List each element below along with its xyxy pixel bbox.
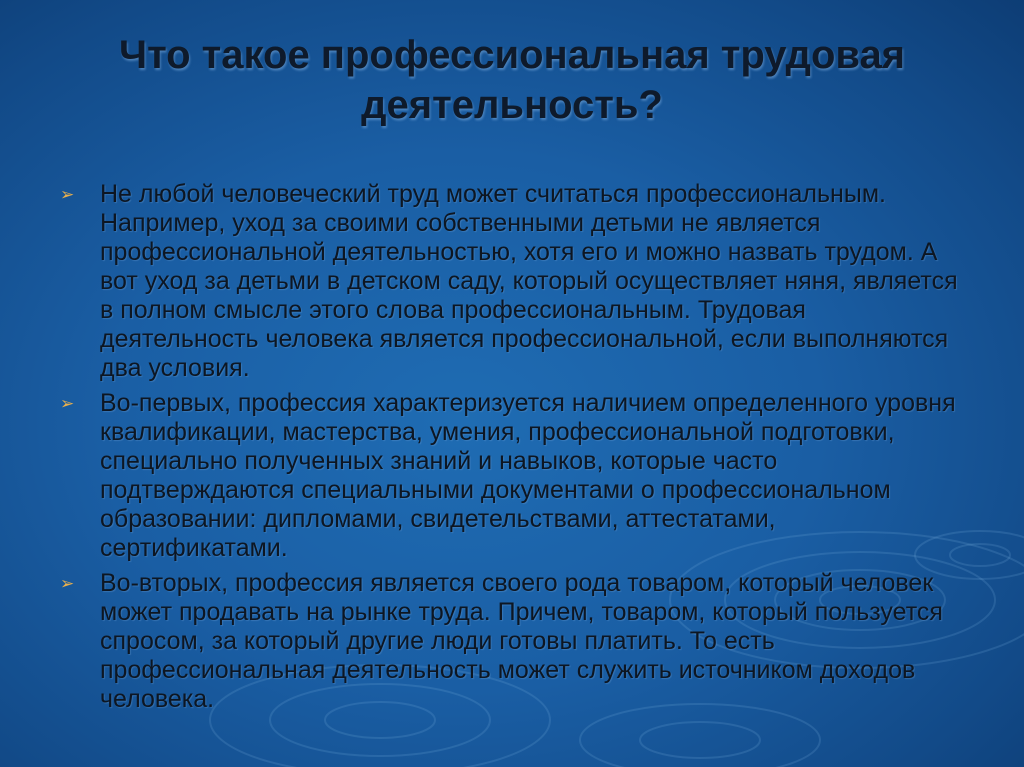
chevron-right-icon: ➢ xyxy=(60,394,75,413)
slide-title: Что такое профессиональная трудовая деятельность? xyxy=(118,33,906,127)
bullet-text: Во-первых, профессия характеризуется наличием определенного уровня квалификации, мастерства, умения, профессиональной подготовки, специально полученных знаний и навыков, которые часто подтверждаются специальными документами о профессиональном образовании: дипломами, свидетельствами, аттестатами, сертификатами. xyxy=(100,389,956,562)
chevron-right-icon: ➢ xyxy=(60,574,75,593)
bullet-item xyxy=(60,389,960,563)
bullet-item xyxy=(60,180,960,383)
bullet-text: Не любой человеческий труд может считаться профессиональным. Например, уход за своими собственными детьми не является профессиональной деятельностью, хотя его и можно назвать трудом. А вот уход за детьми в детском саду, который осуществляет няня, является в полном смысле этого слова профессиональным. Трудовая деятельность человека является профессиональной, если выполняются два условия. xyxy=(100,180,958,382)
bullet-list xyxy=(60,180,960,720)
bullet-item xyxy=(60,569,960,714)
chevron-right-icon: ➢ xyxy=(60,185,75,204)
bullet-text: Во-вторых, профессия является своего рода товаром, который человек может продавать на рынке труда. Причем, товаром, который пользуется спросом, за который другие люди готовы платить. То есть профессиональная деятельность может служить источником доходов человека. xyxy=(100,569,943,713)
